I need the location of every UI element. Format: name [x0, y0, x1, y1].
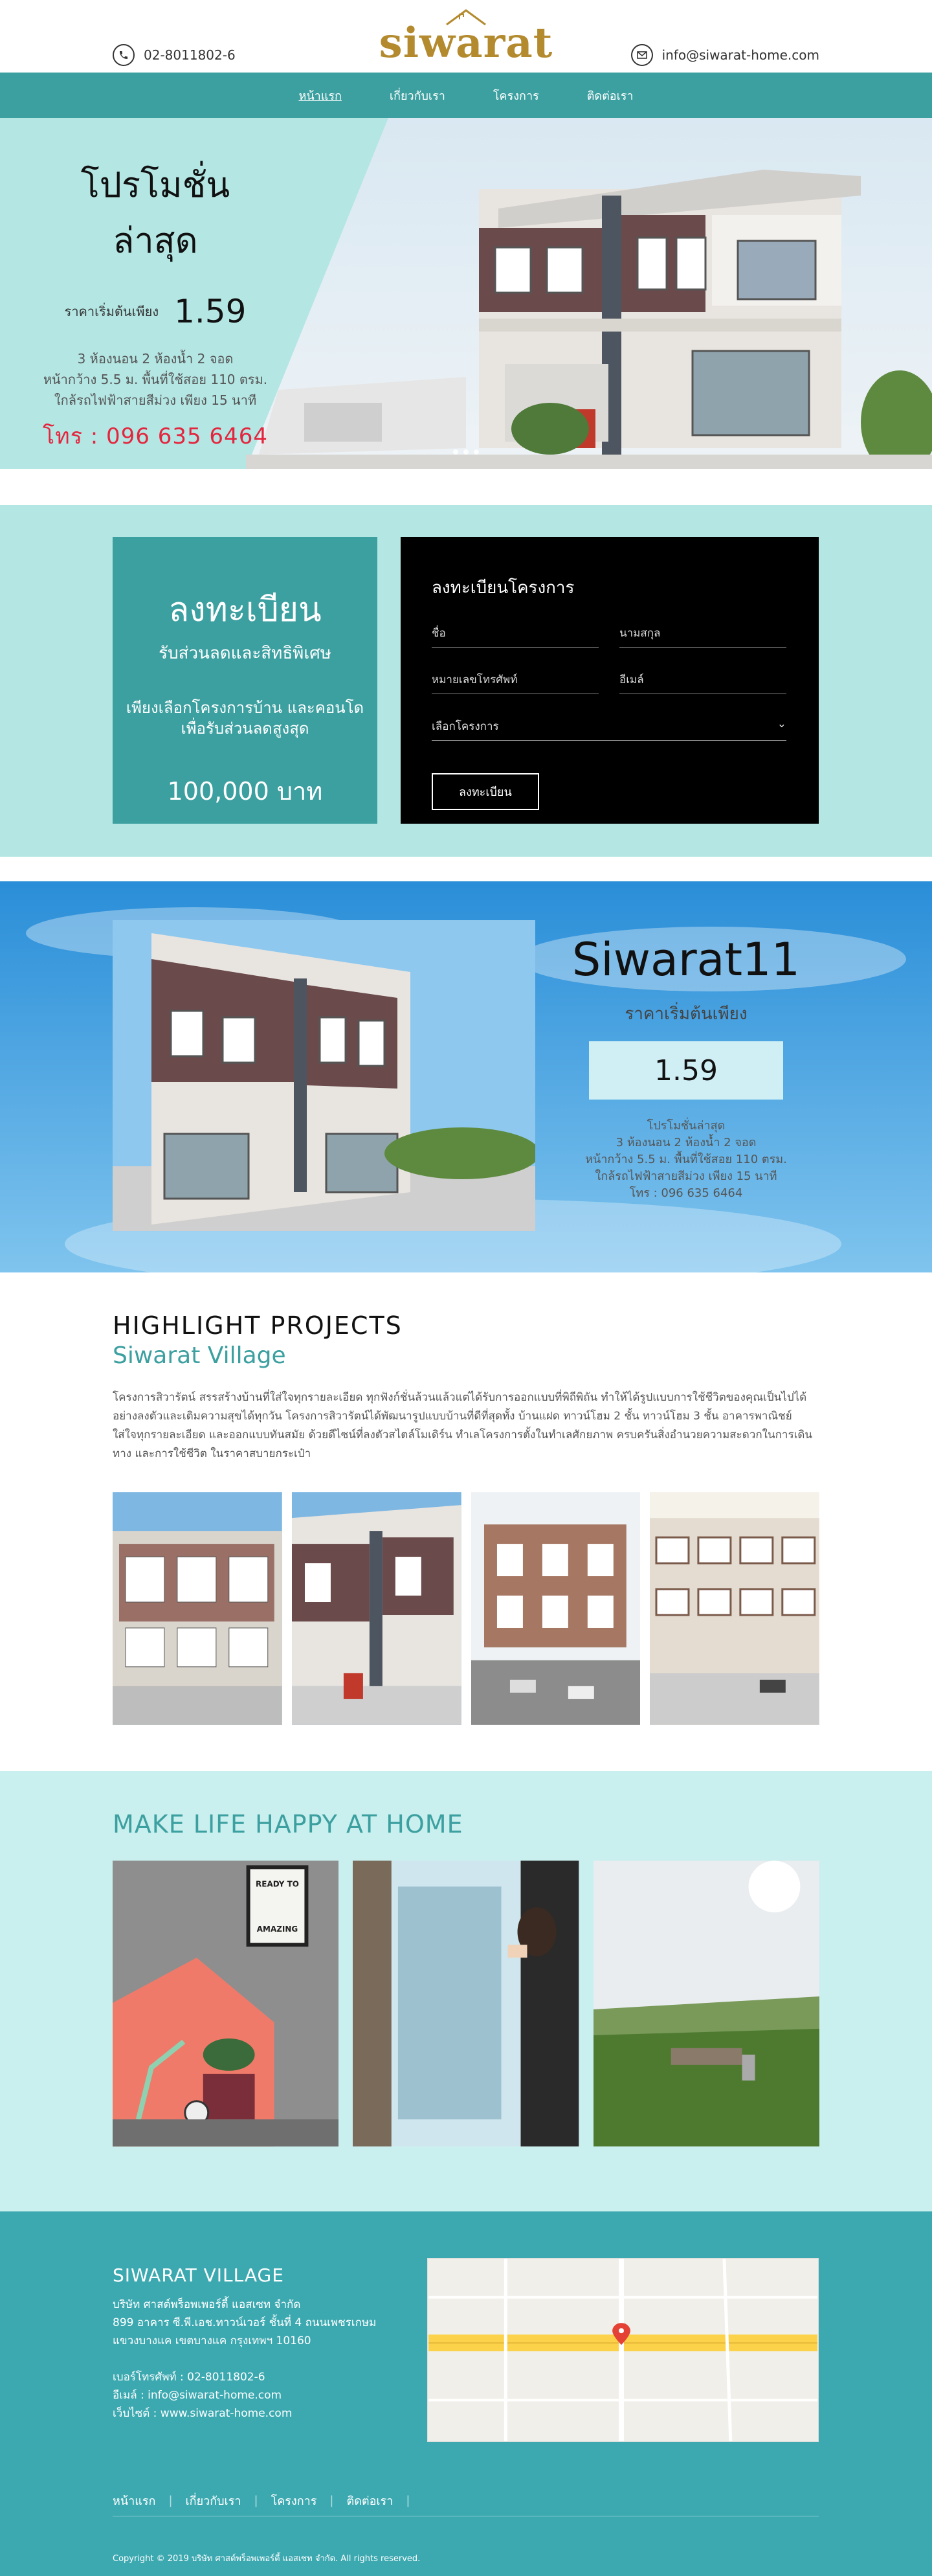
hero-tel[interactable]: โทร : 096 635 6464 [43, 424, 268, 449]
lifestyle-gallery [113, 1860, 819, 2147]
lifestyle-section [0, 1771, 932, 2211]
lifestyle-title: MAKE LIFE HAPPY AT HOME [113, 1810, 463, 1838]
register-submit-button[interactable]: ลงทะเบียน [432, 773, 539, 810]
header-phone-text: 02-8011802-6 [144, 47, 236, 63]
footer-nav-home[interactable]: หน้าแรก [113, 2494, 156, 2508]
register-discount: 100,000 บาท [167, 777, 323, 806]
footer-nav-divider: | [254, 2494, 258, 2507]
hero-price-value: 1.59 [174, 293, 247, 330]
highlight-gallery [113, 1492, 819, 1725]
model-section [0, 881, 932, 1272]
lifestyle-photo-desk[interactable] [113, 1860, 338, 2147]
location-map[interactable] [427, 2258, 819, 2442]
model-house-image [113, 920, 535, 1231]
form-row [432, 624, 786, 648]
hero-banner [0, 118, 932, 469]
footer-nav-projects[interactable]: โครงการ [271, 2494, 317, 2508]
register-form [401, 537, 819, 824]
footer-contact-info: บริษัท ศาสต์พร็อพเพอร์ตี้ แอสเซท จำกัด 899 อาคาร ซี.พี.เอช.ทาวน์เวอร์ ชั้นที่ 4 ถนนเพชรเกษม แขวงบางแค เขตบางแค กรุงเทพฯ 10160 เบอร์โทรศัพท์ : 02-8011802-6 อีเมล์ : info@siwarat-home.com เว็บไซต์ : www.siwarat-home.com [113, 2298, 377, 2420]
highlight-title: HIGHLIGHT PROJECTS [113, 1311, 403, 1340]
project-select[interactable] [432, 717, 786, 741]
nav-about[interactable]: เกี่ยวกับเรา [389, 89, 445, 103]
chevron-down-icon: ⌄ [777, 717, 786, 730]
nav-home[interactable]: หน้าแรก [298, 89, 342, 103]
top-header [0, 0, 932, 73]
footer-nav [113, 2491, 423, 2510]
model-description: โปรโมชั่นล่าสุด 3 ห้องนอน 2 ห้องน้ำ 2 จอด หน้ากว้าง 5.5 ม. พื้นที่ใช้สอย 110 ตรม. ใกล้รถไฟฟ้าสายสีม่วง เพียง 15 นาที โทร : 096 635 6464 [585, 1119, 787, 1200]
footer-nav-divider: | [329, 2494, 334, 2507]
poster-text: AMAZING [256, 1925, 298, 1934]
header-phone[interactable] [113, 44, 236, 66]
highlight-section [0, 1272, 932, 1771]
siwarat-logo[interactable] [369, 5, 563, 69]
highlight-body: โครงการสิวารัตน์ สรรสร้างบ้านที่ใส่ใจทุกรายละเอียด ทุกฟังก์ชั่นล้วนแล้วแต่ได้รับการออกแบบที่พิถีพิถัน ทำให้ได้รูปแบบการใช้ชีวิตของคุณเป็นไปได้อย่างลงตัวและเติมความสุขได้ทุกวัน โครงการสิวารัตน์ได้พัฒนารูปแบบบ้านที่ดีที่สุดทั้ง บ้านแฝด ทาวน์โฮม 2 ชั้น ทาวน์โฮม 3 ชั้น อาคารพาณิชย์ ใส่ใจทุกรายละเอียด และออกแบบทันสมัย ด้วยดีไซน์ที่ลงตัวสไตล์โมเดิร์น ทำเลโครงการตั้งในทำเลศักยภาพ ครบครันสิ่งอำนวยความสะดวกในการเดินทาง และการใช้ชีวิต ในราคาสบายกระเป๋า [113, 1391, 813, 1460]
slider-dot[interactable] [474, 449, 479, 455]
main-nav [0, 73, 932, 118]
project-select-label: เลือกโครงการ [432, 720, 499, 733]
nav-projects[interactable]: โครงการ [493, 89, 539, 103]
footer-nav-about[interactable]: เกี่ยวกับเรา [185, 2494, 241, 2508]
project-photo[interactable] [292, 1492, 461, 1725]
model-text-block [570, 933, 803, 1202]
model-name: Siwarat11 [571, 933, 801, 986]
slider-dot[interactable] [453, 449, 458, 455]
email-field[interactable]: อีเมล์ [619, 671, 786, 694]
register-subtitle: รับส่วนลดและสิทธิพิเศษ [159, 644, 331, 663]
register-form-title: ลงทะเบียนโครงการ [432, 578, 575, 598]
register-promo-panel [113, 537, 377, 824]
header-email-text: info@siwarat-home.com [661, 47, 819, 63]
model-price-label: ราคาเริ่มต้นเพียง [625, 1004, 748, 1024]
nav-contact[interactable]: ติดต่อเรา [586, 89, 634, 103]
hero-text-block [39, 157, 272, 453]
footer-nav-contact[interactable]: ติดต่อเรา [346, 2494, 394, 2508]
project-photo[interactable] [650, 1492, 819, 1725]
poster-text: READY TO [256, 1879, 299, 1889]
lifestyle-photo-garden[interactable] [594, 1860, 819, 2147]
phone-icon [113, 44, 135, 66]
lifestyle-photo-window[interactable] [353, 1860, 579, 2147]
slider-dot[interactable] [463, 449, 469, 455]
register-title: ลงทะเบียน [168, 591, 322, 629]
first-name-field[interactable]: ชื่อ [432, 624, 599, 648]
email-icon [631, 44, 653, 66]
register-section [0, 505, 932, 857]
hero-description: 3 ห้องนอน 2 ห้องน้ำ 2 จอด หน้ากว้าง 5.5 ม. พื้นที่ใช้สอย 110 ตรม. ใกล้รถไฟฟ้าสายสีม่วง เพียง 15 นาที [43, 351, 268, 408]
footer [0, 2211, 932, 2576]
highlight-subtitle: Siwarat Village [113, 1342, 286, 1369]
footer-nav-divider: | [168, 2494, 173, 2507]
logo-text: siwarat [379, 19, 553, 67]
project-photo[interactable] [471, 1492, 641, 1725]
hero-title: โปรโมชั่นล่าสุด [80, 164, 230, 261]
footer-title: SIWARAT VILLAGE [113, 2265, 284, 2286]
footer-copyright: Copyright © 2019 บริษัท ศาสต์พร็อพเพอร์ตี้ แอสเซท จำกัด. All rights reserved. [113, 2554, 421, 2564]
form-row [432, 671, 786, 694]
hero-price-label: ราคาเริ่มต้นเพียง [64, 304, 159, 319]
project-photo[interactable] [113, 1492, 282, 1725]
last-name-field[interactable]: นามสกุล [619, 624, 786, 648]
phone-field[interactable]: หมายเลขโทรศัพท์ [432, 671, 599, 694]
slider-dots [453, 449, 479, 455]
header-email[interactable] [631, 44, 819, 66]
hero-price-row [39, 293, 272, 330]
footer-nav-divider: | [406, 2494, 410, 2507]
register-description: เพียงเลือกโครงการบ้าน และคอนโด เพื่อรับส่วนลดสูงสุด [126, 699, 364, 738]
form-row [432, 717, 786, 741]
model-price-value: 1.59 [589, 1041, 783, 1100]
